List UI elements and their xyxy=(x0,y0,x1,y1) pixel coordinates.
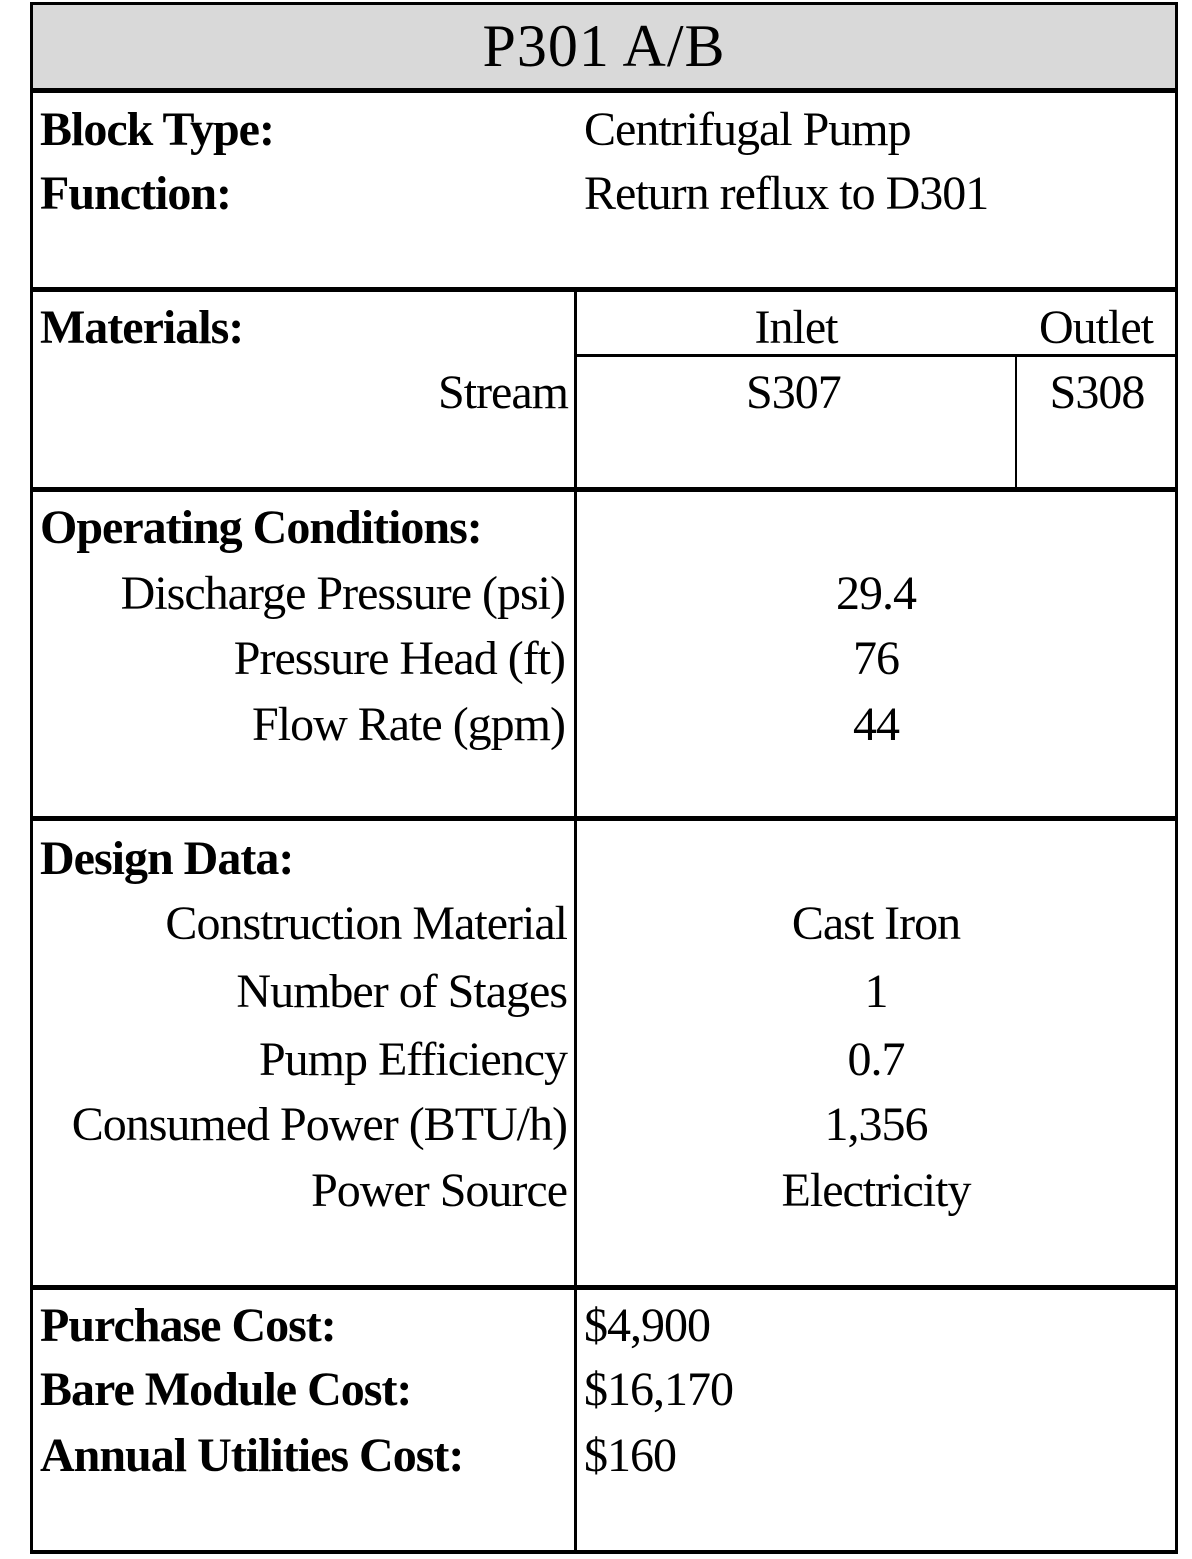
outlet-stream: S308 xyxy=(1049,366,1145,419)
border-top xyxy=(30,2,1178,5)
design-row-label: Construction Material xyxy=(165,897,567,950)
design-row-label: Number of Stages xyxy=(236,965,567,1018)
stream-label: Stream xyxy=(438,366,568,419)
operating-row-label: Flow Rate (gpm) xyxy=(252,698,565,751)
border-bottom xyxy=(30,1550,1178,1554)
operating-row-label: Pressure Head (ft) xyxy=(233,632,565,685)
operating-row-value: 76 xyxy=(853,632,899,685)
equipment-spec-sheet xyxy=(30,2,1178,1554)
design-row-label: Power Source xyxy=(311,1164,567,1217)
purchase-cost-value: $4,900 xyxy=(584,1299,710,1352)
sheet-title: P301 A/B xyxy=(482,13,726,79)
annual-utilities-cost-label: Annual Utilities Cost: xyxy=(40,1429,464,1482)
operating-row-value: 29.4 xyxy=(836,567,916,620)
bare-module-cost-label: Bare Module Cost: xyxy=(40,1363,412,1416)
inlet-stream: S307 xyxy=(746,366,841,419)
annual-utilities-cost-value: $160 xyxy=(584,1429,676,1482)
design-row-value: Cast Iron xyxy=(791,897,961,950)
divider-block xyxy=(30,287,1178,292)
border-left xyxy=(30,2,33,1554)
purchase-cost-label: Purchase Cost: xyxy=(40,1299,336,1352)
divider-operating xyxy=(30,816,1178,821)
design-row-value: 0.7 xyxy=(847,1033,905,1086)
function-label: Function: xyxy=(40,167,232,220)
materials-label: Materials: xyxy=(40,301,244,354)
operating-row-value: 44 xyxy=(853,698,899,751)
operating-row-label: Discharge Pressure (psi) xyxy=(120,567,565,620)
design-row-value: 1 xyxy=(864,965,888,1018)
materials-header-rule xyxy=(576,354,1178,357)
operating-conditions-label: Operating Conditions: xyxy=(40,501,482,554)
block-type-label: Block Type: xyxy=(40,103,274,156)
divider-design xyxy=(30,1285,1178,1290)
design-data-label: Design Data: xyxy=(40,832,294,885)
border-right xyxy=(1175,2,1178,1554)
outlet-header: Outlet xyxy=(1039,301,1153,354)
design-row-label: Consumed Power (BTU/h) xyxy=(71,1098,567,1151)
inlet-header: Inlet xyxy=(754,301,838,354)
design-row-value: 1,356 xyxy=(824,1098,928,1151)
bare-module-cost-value: $16,170 xyxy=(584,1363,733,1416)
block-type-value: Centrifugal Pump xyxy=(584,103,911,156)
divider-materials xyxy=(30,487,1178,492)
design-row-label: Pump Efficiency xyxy=(258,1033,567,1086)
design-row-value: Electricity xyxy=(781,1164,971,1217)
divider-title xyxy=(30,88,1178,93)
function-value: Return reflux to D301 xyxy=(584,167,989,220)
